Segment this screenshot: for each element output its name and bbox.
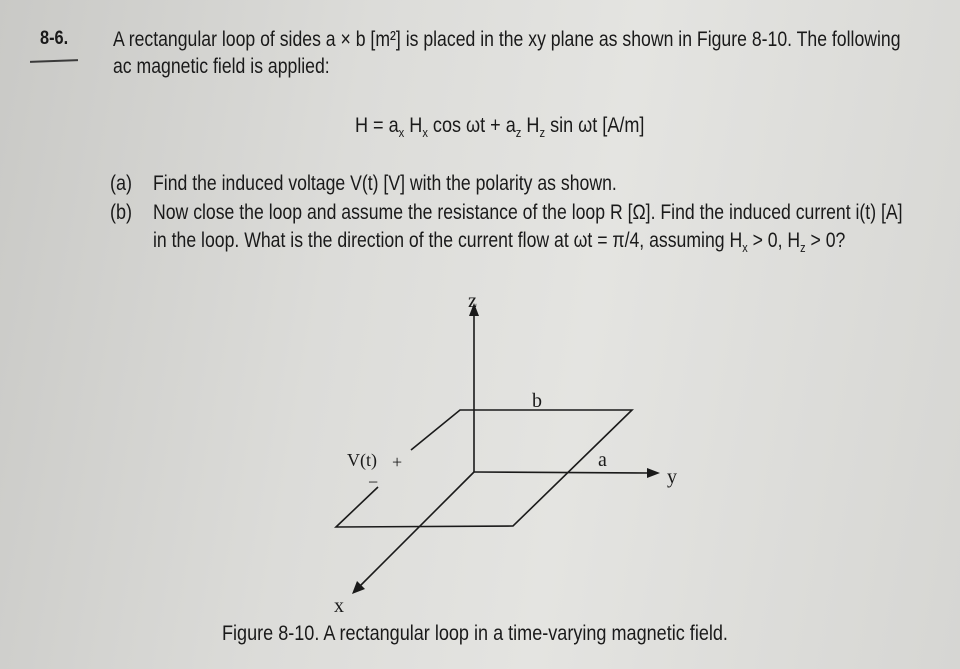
equation-lhs: H = a: [355, 114, 399, 137]
part-b-line2-start: in the loop. What is the direction of the current flow at ωt = π/4, assuming H: [153, 229, 743, 252]
equation-h2: H: [521, 114, 540, 137]
problem-number: 8-6.: [40, 28, 69, 49]
y-axis-arrowhead: [647, 468, 660, 478]
equation-sub-x2: x: [422, 125, 428, 141]
part-b-line2-end: > 0?: [805, 229, 846, 252]
equation-mid: cos ωt + a: [427, 114, 516, 137]
equation-sub-z1: z: [515, 125, 522, 141]
figure-caption: Figure 8-10. A rectangular loop in a time-varying magnetic field.: [222, 622, 728, 645]
part-a-label: (a): [110, 172, 133, 195]
voltage-label: V(t): [347, 450, 377, 470]
part-b-label: (b): [110, 201, 133, 224]
side-b-label: b: [532, 390, 542, 412]
y-axis-line: [474, 472, 648, 473]
part-a-text: Find the induced voltage V(t) [V] with the polarity as shown.: [153, 172, 617, 195]
z-axis-label: z: [468, 290, 477, 312]
problem-statement-line-1: A rectangular loop of sides a × b [m²] is placed in the xy plane as shown in Figure 8-10. The following: [113, 28, 901, 51]
voltage-plus-sign: +: [392, 452, 403, 472]
part-b-line2-sub-x: x: [742, 240, 748, 256]
equation-sub-x1: x: [398, 125, 405, 141]
y-axis-label: y: [667, 466, 677, 488]
voltage-minus-sign: −: [368, 472, 379, 492]
part-b-text-line-1: Now close the loop and assume the resistance of the loop R [Ω]. Find the induced current i(t) [A]: [153, 201, 903, 224]
equation-rhs: sin ωt [A/m]: [545, 114, 645, 137]
equation-h1: H: [404, 114, 423, 137]
equation-sub-z2: z: [539, 125, 546, 141]
rectangular-loop: [336, 410, 632, 527]
part-b-line2-sub-z: z: [800, 240, 806, 256]
part-b-line2-mid: > 0, H: [747, 229, 801, 252]
problem-statement-line-2: ac magnetic field is applied:: [113, 55, 330, 78]
x-axis-label: x: [334, 595, 344, 617]
side-a-label: a: [598, 449, 607, 471]
